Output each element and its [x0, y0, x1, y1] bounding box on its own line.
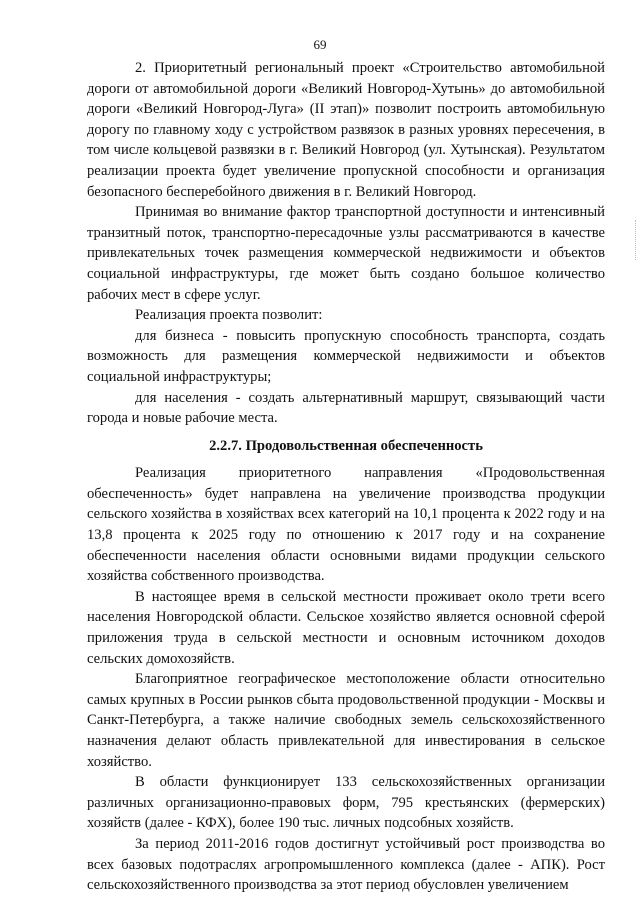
paragraph: Принимая во внимание фактор транспортной доступности и интенсивный транзитный поток, транспортно-пересадочные узлы рассматриваются в качестве привлекательных точек размещения коммерческой недвижимости и объектов социальной инфраструктуры, где может быть создано большое количество рабочих мест в сфере услуг. — [87, 204, 605, 303]
paragraph: Благоприятное географическое местоположение области относительно самых крупных в России рынков сбыта продовольственной продукции - Москвы и Санкт-Петербурга, а также наличие свободных земель сельскохозяйственного назначения делают область привлекательной для инвестирования в сельское хозяйство. — [87, 671, 605, 770]
page-number: 69 — [313, 37, 327, 52]
paragraph: Реализация приоритетного направления «Продовольственная обеспеченность» будет направлена на увеличение производства продукции сельского хозяйства в хозяйствах всех категорий на 10,1 процента к 2022 году и на 13,8 процента к 2025 году по отношению к 2017 году и на сохранение обеспеченности населения области основными видами продукции сельского хозяйства собственного производства. — [87, 465, 605, 585]
paragraph: В области функционирует 133 сельскохозяйственных организации различных организационно-правовых форм, 795 крестьянских (фермерских) хозяйств (далее - КФХ), более 190 тыс. личных подсобных хозяйств. — [87, 774, 605, 832]
section-heading: 2.2.7. Продовольственная обеспеченность — [209, 437, 483, 454]
paragraph: для бизнеса - повысить пропускную способность транспорта, создать возможность для размещения коммерческой недвижимости и объектов социальной инфраструктуры; — [87, 327, 605, 385]
paragraph: Реализация проекта позволит: — [135, 307, 323, 324]
paragraph: 2. Приоритетный региональный проект «Строительство автомобильной дороги от автомобильной дороги «Великий Новгород-Хутынь» до автомобильной дороги «Великий Новгород-Луга» (II этап)» позволит построить автомобильную дорогу по главному ходу с устройством развязок в разных уровнях пересечения, в том числе кольцевой развязки в г. Великий Новгород (ул. Хутынская). Результатом реализации проекта будет увеличение пропускной способности и организация безопасного бесперебойного движения в г. Великий Новгород. — [87, 60, 605, 200]
paragraph: для населения - создать альтернативный маршрут, связывающий части города и новые рабочие места. — [87, 389, 605, 427]
document-body — [87, 58, 605, 896]
scan-margin-marks — [635, 220, 638, 260]
paragraph: За период 2011-2016 годов достигнут устойчивый рост производства во всех базовых подотраслях агропромышленного комплекса (далее - АПК). Рост сельскохозяйственного производства за этот период обусловлен увеличением — [87, 835, 605, 894]
paragraph: В настоящее время в сельской местности проживает около трети всего населения Новгородской области. Сельское хозяйство является основной сферой приложения труда в сельской местности и основным источником доходов сельских домохозяйств. — [87, 588, 605, 667]
